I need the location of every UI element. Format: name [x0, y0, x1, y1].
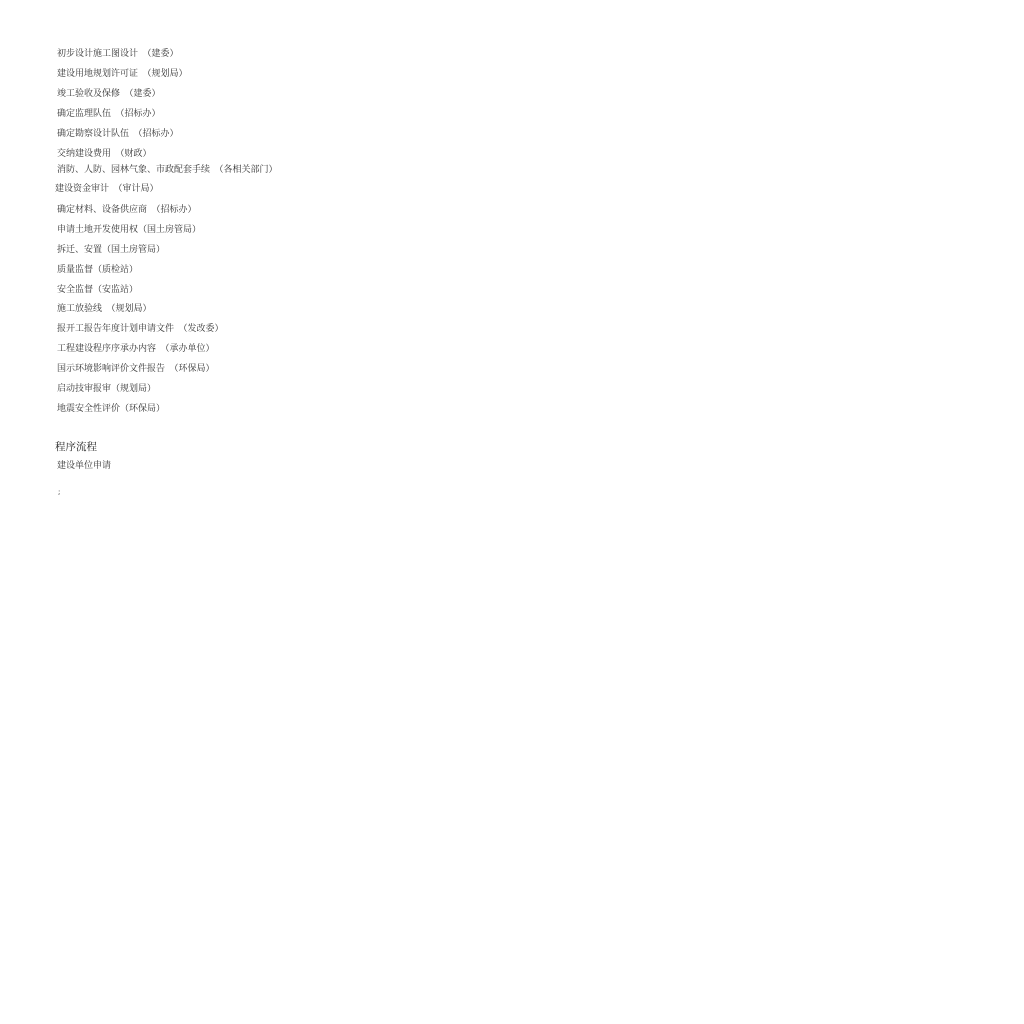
list-item: 建设用地规划许可证 （规划局）	[57, 69, 188, 79]
list-item: 初步设计施工图设计 （建委）	[57, 49, 179, 59]
list-item: 施工放验线 （规划局）	[57, 304, 152, 314]
list-item: 确定材料、设备供应商 （招标办）	[57, 205, 197, 215]
list-item: 拆迁、安置（国土房管局）	[57, 245, 166, 255]
list-item: 确定勘察设计队伍 （招标办）	[57, 129, 179, 139]
list-item: 工程建设程序序承办内容 （承办单位）	[57, 344, 215, 354]
list-item: 消防、人防、园林气象、市政配套手续 （各相关部门）	[57, 165, 278, 175]
list-item: 国示环境影响评价文件报告 （环保局）	[57, 364, 215, 374]
list-item: 报开工报告年度计划申请文件 （发改委）	[57, 324, 224, 334]
section-item: 建设单位申请	[57, 461, 112, 471]
list-item: 建设资金审计 （审计局）	[55, 184, 159, 194]
list-item: 竣工验收及保修 （建委）	[57, 89, 161, 99]
footnote-mark: ;	[58, 488, 61, 496]
list-item: 交纳建设费用 （财政）	[57, 149, 152, 159]
list-item: 地震安全性评价（环保局）	[57, 404, 166, 414]
list-item: 启动技审报审（规划局）	[57, 384, 157, 394]
list-item: 安全监督（安监站）	[57, 285, 139, 295]
list-item: 申请土地开发使用权（国土房管局）	[57, 225, 202, 235]
list-item: 质量监督（质检站）	[57, 265, 139, 275]
list-item: 确定监理队伍 （招标办）	[57, 109, 161, 119]
section-title: 程序流程	[55, 441, 97, 453]
